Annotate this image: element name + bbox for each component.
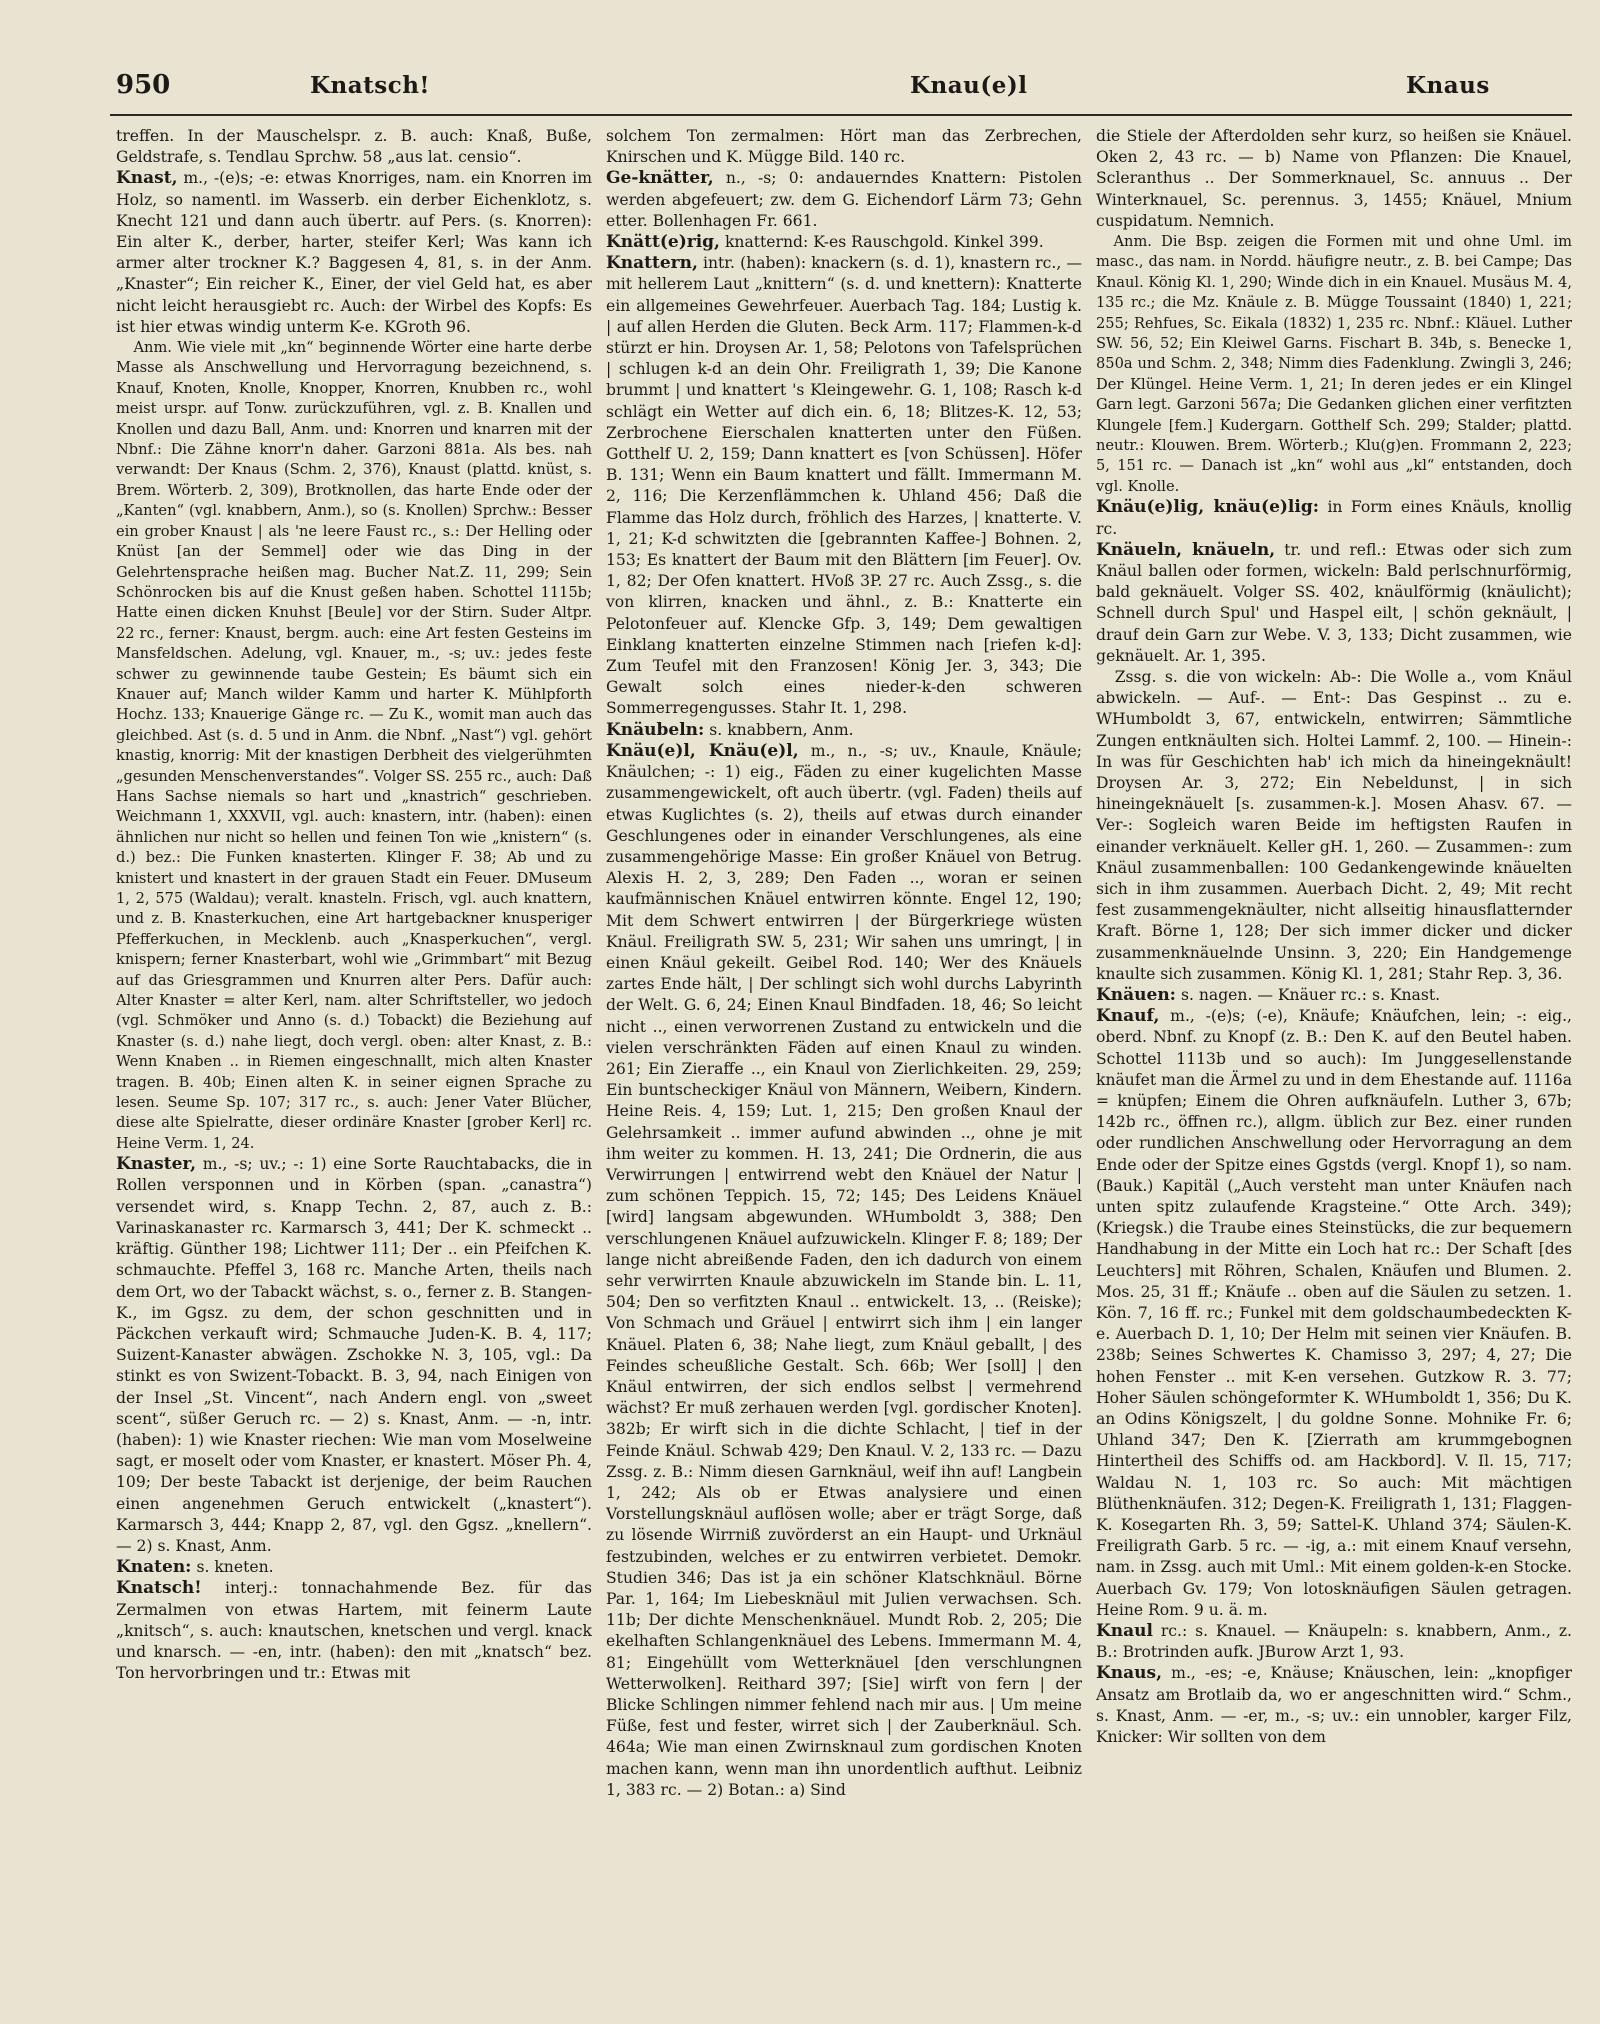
dictionary-entry [1096,1006,1572,1621]
entry-body: tr. und refl.: Etwas oder sich zum Knäul ballen oder formen, wickeln: Bald perlschnurförmig, bald geknäuelt. Volger SS. 402, knäulförmig (knäulicht); Schnell durch Spul' und Haspel eilt, | schön geknäult, | drauf dein Garn zur Webe. V. 3, 133; Dicht zusammen, wie geknäuelt. Ar. 1, 395. [1096,540,1572,665]
dictionary-entry [606,253,1082,719]
entry-body: Zssg. s. die von wickeln: Ab-: Die Wolle a., vom Knäul abwickeln. — Auf-. — Ent-: Das Gespinst .. zu e. WHumboldt 3, 67, entwickeln, entwirren; Sämmtliche Zungen entknäulten sich. Holtei Lammf. 2, 100. — Hinein-: In was für Geschichten hab' ich mich da hineingeknäult! Droysen Ar. 3, 272; Ein Nebeldunst, | in sich hineingeknäuelt [s. zusammen-k.]. Mosen Ahasv. 67. — Ver-: Sogleich waren Beide im heftigsten Raufen in einander verknäuelt. Keller gH. 1, 260. — Zusammen-: zum Knäul zusammenballen: 100 Gedankengewinde knäuelten sich in ihm zusammen. Auerbach Dicht. 2, 49; Mit recht fest zusammengeknäulter, nicht allseitig hinausflatternder Kraft. Börne 1, 128; Der sich immer dicker und dicker zusammenknäuelnde Unsinn. 3, 220; Ein Handgemenge knaulte sich zusammen. König Kl. 1, 281; Stahr Rep. 3, 36. [1096,667,1572,983]
entry-body: interj.: tonnachahmende Bez. für das Zermalmen von etwas Hartem, mit feinerm Laute „knitsch“, s. auch: knautschen, knetschen und vergl. knack und knarsch. — -en, intr. (haben): den mit „knatsch“ bez. Ton hervorbringen und tr.: Etwas mit [116,1579,592,1683]
dictionary-entry [606,232,1082,253]
entry-headword: Knäubeln: [606,719,705,740]
dictionary-entry [1096,126,1572,232]
entry-headword: Knaul [1096,1621,1153,1642]
column-2 [606,126,1082,2006]
entry-body: treffen. In der Mauschelspr. z. B. auch: Knaß, Buße, Geldstrafe, s. Tendlau Sprchw. 58 „aus lat. censio“. [116,127,592,167]
entry-headword: Ge-knätter, [606,168,714,189]
dictionary-entry [1096,1663,1572,1748]
entry-headword: Knattern, [606,253,698,274]
dictionary-entry [116,168,592,338]
dictionary-entry [1096,1621,1572,1663]
dictionary-entry [116,1557,592,1578]
entry-body: s. kneten. [196,1558,274,1577]
catchword-center: Knau(e)l [910,72,1028,99]
entry-headword: Knaten: [116,1557,192,1578]
entry-body: Anm. Wie viele mit „kn“ beginnende Wörter eine harte derbe Masse als Anschwellung und Hervorragung bezeichnend, s. Knauf, Knoten, Knolle, Knopper, Knorren, Knubben rc., wohl meist urspr. auf Tonw. zurückzuführen, vgl. z. B. Knallen und Knollen und dazu Ball, Anm. und: Knorren und knarren mit der Nbnf.: Die Zähne knorr'n daher. Garzoni 881a. Als bes. nah verwandt: Der Knaus (Schm. 2, 376), Knaust (plattd. knüst, s. Brem. Wörterb. 2, 309), Brotknollen, das harte Ende oder der „Kanten“ (vgl. knabbern, Anm.), so (s. Knollen) Sprchw.: Besser ein grober Knaust | als 'ne leere Faust rc., s.: Der Helling oder Knüst [an der Semmel] oder wie das Ding in der Gelehrtensprache heißen mag. Bucher Nat.Z. 11, 299; Sein Schönrocken bis auf die Knust geßen haben. Schottel 1115b; Hatte einen dicken Knuhst [Beule] vor der Stirn. Suder Altpr. 22 rc., ferner: Knaust, bergm. auch: eine Art festen Gesteins im Mansfeldschen. Adelung, vgl. Knauer, m., -s; uv.: jedes feste schwer zu gewinnende taube Gestein; Es bäumt sich ein Knauer auf; Manch wilder Kamm und harter K. Mühlpforth Hochz. 133; Knauerige Gänge rc. — Zu K., womit man auch das gleichbed. Ast (s. d. 5 und in Anm. die Nbnf. „Nast“) vgl. gehört knastig, knorrig: Mit der knastigen Derbheit des vielgerühmten „gesunden Menschenverstandes“. Volger SS. 255 rc., auch: Daß Hans Sachse niemals so hart und „knastrich“ geschrieben. Weichmann 1, XXXVII, vgl. auch: knastern, intr. (haben): einen ähnlichen nur nicht so hellen und feinen Ton wie „knistern“ (s. d.) bez.: Die Funken knasterten. Klinger F. 38; Ab und zu knistert und knastert in der grauen Stadt ein Feuer. DMuseum 1, 2, 575 (Waldau); veralt. knasteln. Frisch, vgl. auch knattern, und z. B. Knasterkuchen, eine Art hartgebackner knusperiger Pfefferkuchen, in Mecklenb. auch „Knasperkuchen“, vergl. knispern; ferner Knasterbart, wohl wie „Grimmbart“ mit Bezug auf das Griesgrammen und Knurren alter Pers. Dafür auch: Alter Knaster = alter Kerl, nam. alter Schriftsteller, wo jedoch (vgl. Schmöker und Anno (s. d.) Tobackt) die Beziehung auf Knaster (s. d.) nahe liegt, doch vergl. oben: alter Knast, z. B.: Wenn Knaben .. in Riemen eingeschnallt, mich alten Knaster tragen. B. 40b; Einen alten K. in seiner eignen Sprache zu lesen. Seume Sp. 107; 317 rc., s. auch: Jener Vater Blücher, diese alte Spielratte, dieser ordinäre Knaster [grober Kerl] rc. Heine Verm. 1, 24. [116,339,592,1152]
catchword-left: Knatsch! [310,72,431,99]
dictionary-entry [606,741,1082,1801]
entry-headword: Knätt(e)rig, [606,232,720,253]
running-header [110,70,1572,116]
dictionary-entry [116,1578,592,1684]
entry-body: Anm. Die Bsp. zeigen die Formen mit und ohne Uml. im masc., das nam. in Nordd. häufigre neutr., z. B. bei Campe; Das Knaul. König Kl. 1, 290; Winde dich in ein Knauel. Musäus M. 4, 135 rc.; die Mz. Knäule z. B. Mügge Toussaint (1840) 1, 221; 255; Rehfues, Sc. Eikala (1832) 1, 235 rc. Nbnf.: Kläuel. Luther SW. 56, 52; Ein Kleiwel Garns. Fischart B. 34b, s. Benecke 1, 850a und Schm. 2, 348; Nimm dies Fadenklung. Zwingli 3, 246; Der Klüngel. Heine Verm. 1, 21; In deren jedes er ein Klingel Garn legt. Garzoni 567a; Die Gedanken glichen einer verfitzten Klungele [fem.] Kudergarn. Gotthelf Sch. 299; Stalder; plattd. neutr.: Klouwen. Brem. Wörterb.; Klu(g)en. Frommann 2, 223; 5, 151 rc. — Danach ist „kn“ wohl aus „kl“ entstanden, doch vgl. Knolle. [1096,233,1572,495]
entry-headword: Knäuen: [1096,984,1176,1005]
entry-body: m., -es; -e, Knäuse; Knäuschen, lein: „knopfiger Ansatz am Brotlaib da, wo er angeschnitten wird.“ Schm., s. Knast, Anm. — -er, m., -s; uv.: ein unnobler, karger Filz, Knicker: Wir sollten von dem [1096,1664,1572,1747]
dictionary-entry [1096,540,1572,667]
entry-body: knatternd: K-es Rauschgold. Kinkel 399. [724,233,1044,252]
entry-body: s. nagen. — Knäuer rc.: s. Knast. [1180,985,1441,1004]
column-1 [116,126,592,2006]
dictionary-entry [606,168,1082,232]
dictionary-entry [116,1154,592,1557]
entry-body: m., -s; uv.; -: 1) eine Sorte Rauchtabacks, die in Rollen versponnen und in Körben (span. „canastra“) versendet wird, s. Knapp Techn. 2, 87, auch z. B.: Varinaskanaster rc. Karmarsch 3, 441; Der K. schmeckt .. kräftig. Günther 198; Lichtwer 111; Der .. ein Pfeifchen K. schmauchte. Pfeffel 3, 168 rc. Manche Arten, theils nach dem Ort, wo der Tabackt wächst, s. o., ferner z. B. Stangen-K., im Ggsz. zu dem, der schon geschnitten und in Päckchen verkauft wird; Schmauche Juden-K. B. 4, 117; Suizent-Kanaster abwägen. Zschokke N. 3, 105, vgl.: Da stinkt es von Swizent-Tobackt. B. 3, 94, nach Einigen von der Insel „St. Vincent“, nach Andern engl. von „sweet scent“, süßer Geruch rc. — 2) s. Knast, Anm. — -n, intr. (haben): 1) wie Knaster riechen: Wie man vom Moselweine sagt, er moselt oder vom Knaster, er knastert. Möser Ph. 4, 109; Der beste Tabackt ist derjenige, der beim Rauchen einen angenehmen Geruch entwickelt („knastert“). Karmarsch 3, 444; Knapp 2, 87, vgl. den Ggsz. „knellern“. — 2) s. Knast, Anm. [116,1155,592,1555]
entry-body: n., -s; 0: andauerndes Knattern: Pistolen werden abgefeuert; zw. dem G. Eichendorf Lärm 73; Gehn etter. Bollenhagen Fr. 661. [606,169,1082,230]
dictionary-entry [1096,497,1572,539]
entry-body: die Stiele der Afterdolden sehr kurz, so heißen sie Knäuel. Oken 2, 43 rc. — b) Name von Pflanzen: Die Knauel, Scleranthus .. Der Sommerknauel, Sc. annuus .. Der Winterknauel, Sc. perennus. 3, 1455; Knäuel, Mnium cuspidatum. Nemnich. [1096,127,1572,230]
page-number: 950 [116,70,171,100]
column-3 [1096,126,1572,2006]
entry-headword: Knäu(e)l, Knäu(e)l, [606,740,799,761]
entry-headword: Knatsch! [116,1578,202,1599]
dictionary-entry [606,720,1082,741]
entry-headword: Knäu(e)lig, knäu(e)lig: [1096,497,1320,518]
entry-headword: Knaster, [116,1154,197,1175]
entry-body: m., n., -s; uv., Knaule, Knäule; Knäulchen; -: 1) eig., Fäden zu einer kugelichten Masse zusammengewickelt, oft auch übertr. (vgl. Faden) theils auf etwas Kuglichtes (s. 2), theils auf etwas durch einander Geschlungenes oder in einander Verschlungenes, als eine zusammengehörige Masse: Ein großer Knäuel von Betrug. Alexis H. 2, 3, 289; Den Faden .., woran er seinen kaufmännischen Knäuel entwirren könnte. Engel 12, 190; Mit dem Schwert entwirren | der Bürgerkriege wüsten Knäul. Freiligrath SW. 5, 231; Wir sahen uns umringt, | in einen Knäul gekeilt. Geibel Rod. 140; Wer des Knäuels zartes Ende hält, | Der schlingt sich wohl durchs Labyrinth der Welt. G. 6, 24; Einen Knaul Bindfaden. 18, 46; So leicht nicht .., einen verworrenen Zustand zu entwickeln und die vielen verschränkten Fäden auf einen Knaul zu winden. 261; Ein Zieraffe .., ein Knaul von Zierlichkeiten. 29, 259; Ein buntscheckiger Knäul von Männern, Weibern, Kindern. Heine Reis. 4, 159; Lut. 1, 215; Den großen Knaul der Gelehrsamkeit .. immer aufund abwinden .., ohne je mit ihm weiter zu kommen. H. 13, 241; Die Ordnerin, die aus Verwirrungen | entwirrend webt den Knäuel der Natur | zum schönen Teppich. 15, 72; 145; Des Leidens Knäuel [wird] langsam abgewunden. WHumboldt 3, 388; Den verschlungenen Knäuel aufzuwickeln. Klinger F. 8; 189; Der lange nicht abreißende Faden, den ich dadurch von einem sehr verwirrten Knaule abzuwickeln im Stande bin. L. 11, 504; Den so verfitzten Knaul .. entwickelt. 13, .. (Reiske); Von Schmach und Gräuel | entwirrt sich ihm | ein langer Knäuel. Platen 6, 38; Nahe liegt, zum Knäul geballt, | des Feindes scheußliche Gestalt. Sch. 66b; Wer [soll] | den Knäul entwirren, der sich endlos selbst | vermehrend wächst? Er muß zerhauen werden [vgl. gordischer Knoten]. 382b; Er wirft sich in die dichte Schlacht, | tief in der Feinde Knäul. Schwab 429; Den Knaul. V. 2, 133 rc. — Dazu Zssg. z. B.: Nimm diesen Garnknäul, weif ihn auf! Langbein 1, 242; Als ob er Etwas analysiere und einen Vorstellungsknäul auflösen wolle; aber er trägt Sorge, daß zu lösende Wirrniß zuvörderst an ein Haupt- und Urknäul festzubinden, welches er zu entwirren verbietet. Demokr. Studien 346; Das ist ja ein schöner Klatschknäul. Börne Par. 1, 164; Im Liebesknäul mit Julien verwachsen. Sch. 11b; Der dichte Menschenknäuel. Mundt Rob. 2, 205; Die ekelhaften Schlangenknäuel des Lebens. Immermann M. 4, 81; Eingehüllt vom Wetterknäuel [den verschlungnen Wetterwolken]. Reithard 397; [Sie] wirft von fern | der Blicke Schlingen nimmer fehlend nach mir aus. | Um meine Füße, fest und fester, wirret sich | der Zauberknäul. Sch. 464a; Wie man einen Zwirnsknaul zum gordischen Knoten machen kann, wenn man ihn unordentlich aufthut. Leibniz 1, 383 rc. — 2) Botan.: a) Sind [606,741,1082,1799]
entry-headword: Knäueln, knäueln, [1096,539,1276,560]
entry-body: solchem Ton zermalmen: Hört man das Zerbrechen, Knirschen und K. Mügge Bild. 140 rc. [606,127,1082,167]
dictionary-entry [1096,667,1572,985]
entry-body: intr. (haben): knackern (s. d. 1), knastern rc., — mit hellerem Laut „knittern“ (s. d. und knettern): Knatterte ein allgemeines Gewehrfeuer. Auerbach Tag. 184; Lustig k. | auf allen Herden die Gluten. Beck Arm. 117; Flammen-k-d stürzt er hin. Droysen Ar. 1, 58; Pelotons von Tafelsprüchen | schlugen k-d an dein Ohr. Freiligrath 1, 39; Die Kanone brummt | und knattert 's Kleingewehr. G. 1, 108; Rasch k-d schlägt ein Wetter auf dich ein. 6, 18; Blitzes-K. 12, 53; Zerbrochene Eierschalen knatterten unter den Füßen. Gotthelf U. 2, 159; Dann knattert es [von Schüssen]. Höfer B. 131; Wenn ein Baum knattert und fällt. Immermann M. 2, 116; Die Kerzenflämmchen k. Uhland 456; Daß die Flamme das Holz durch, fröhlich des Harzes, | knatterte. V. 1, 21; K-d schwitzten die [gebrannten Kaffee-] Bohnen. 2, 153; Es knattert der Baum mit den Blättern [im Feuer]. Ov. 1, 82; Der Ofen knattert. HVoß 3P. 27 rc. Auch Zssg., s. die von klirren, knacken und ähnl., z. B.: Knatterte ein Pelotonfeuer auf. Klencke Gfp. 3, 149; Dem gewaltigen Einklang knatterten einzelne Stimmen nach [riefen k-d]: Zum Teufel mit den Franzosen! König Jer. 3, 343; Die Gewalt solch eines nieder-k-den schweren Sommerregengusses. Stahr It. 1, 298. [606,254,1082,718]
entry-body: m., -(e)s; -e: etwas Knorriges, nam. ein Knorren im Holz, so namentl. im Wasserb. ein derber Eichenklotz, s. Knecht 121 und dann auch übertr. auf Pers. (s. Knorren): Ein alter K., derber, harter, steifer Kerl; Was kann ich armer alter trockner K.? Baggesen 4, 81, s. in der Anm. „Knaster“; Ein reicher K., Einer, der viel Geld hat, es aber nicht leicht herausgiebt rc. Auch: der Wirbel des Kopfs: Es ist hier etwas windig unterm K-e. KGroth 96. [116,169,592,336]
entry-body: s. knabbern, Anm. [709,720,854,739]
entry-headword: Knast, [116,168,178,189]
entry-body: rc.: s. Knauel. — Knäupeln: s. knabbern, Anm., z. B.: Brotrinden aufk. JBurow Arzt 1, 93. [1096,1622,1572,1662]
dictionary-entry [1096,232,1572,497]
entry-body: in Form eines Knäuls, knollig rc. [1096,498,1572,538]
dictionary-entry [116,338,592,1154]
dictionary-entry [116,126,592,168]
dictionary-entry [1096,985,1572,1006]
entry-headword: Knaus, [1096,1663,1162,1684]
catchword-right: Knaus [1406,72,1490,99]
dictionary-entry [606,126,1082,168]
entry-headword: Knauf, [1096,1006,1160,1027]
entry-body: m., -(e)s; (-e), Knäufe; Knäufchen, lein; -: eig., oberd. Nbnf. zu Knopf (z. B.: Den K. auf den Beutel haben. Schottel 1113b und so auch): Im Junggesellenstande knäufet man die Ärmel zu und in dem Ehestande auf. 1116a = knüpfen; Einem die Ohren aufknäufeln. Luther 3, 67b; 142b rc., öffnen rc.), allgm. üblich zur Bez. einer runden oder rundlichen Anschwellung oder Hervorragung an dem Ende oder der Spitze eines Ggstds (vergl. Knopf 1), so nam. (Bauk.) Kapitäl („Auch versteht man unter Knäufen nach unten spitz zulaufende Kragsteine.“ Otte Arch. 349); (Kriegsk.) die Traube eines Steinstücks, die zur bequemern Handhabung in der Mitte ein Loch hat rc.: Der Schaft [des Leuchters] mit Röhren, Schalen, Knäufen und Blumen. 2. Mos. 25, 31 ff.; Knäufe .. oben auf die Säulen zu setzen. 1. Kön. 7, 16 ff. rc.; Funkel mit dem goldschaumbedeckten K-e. Auerbach D. 1, 10; Der Helm mit seinen vier Knäufen. B. 238b; Seines Schwertes K. Chamisso 3, 297; 4, 27; Die hohen Fenster .. mit K-en versehen. Gutzkow R. 3. 77; Hoher Säulen schöngeformter K. WHumboldt 1, 356; Du K. an Odins Königszelt, | du goldne Sonne. Mohnike Fr. 6; Uhland 347; Den K. [Zierrath am krummgebognen Hintertheil des Schiffs od. am Hackbord]. V. Il. 15, 717; Waldau N. 1, 103 rc. So auch: Mit mächtigen Blüthenknäufen. 312; Degen-K. Freiligrath 1, 131; Flaggen-K. Kosegarten Rh. 3, 59; Sattel-K. Uhland 374; Säulen-K. Freiligrath Garb. 5 rc. — -ig, a.: mit einem Knauf versehn, nam. in Zssg. auch mit Uml.: Mit einem golden-k-en Stocke. Auerbach Gv. 179; Von lotosknäufigen Säulen getragen. Heine Rom. 9 u. ä. m. [1096,1007,1572,1619]
